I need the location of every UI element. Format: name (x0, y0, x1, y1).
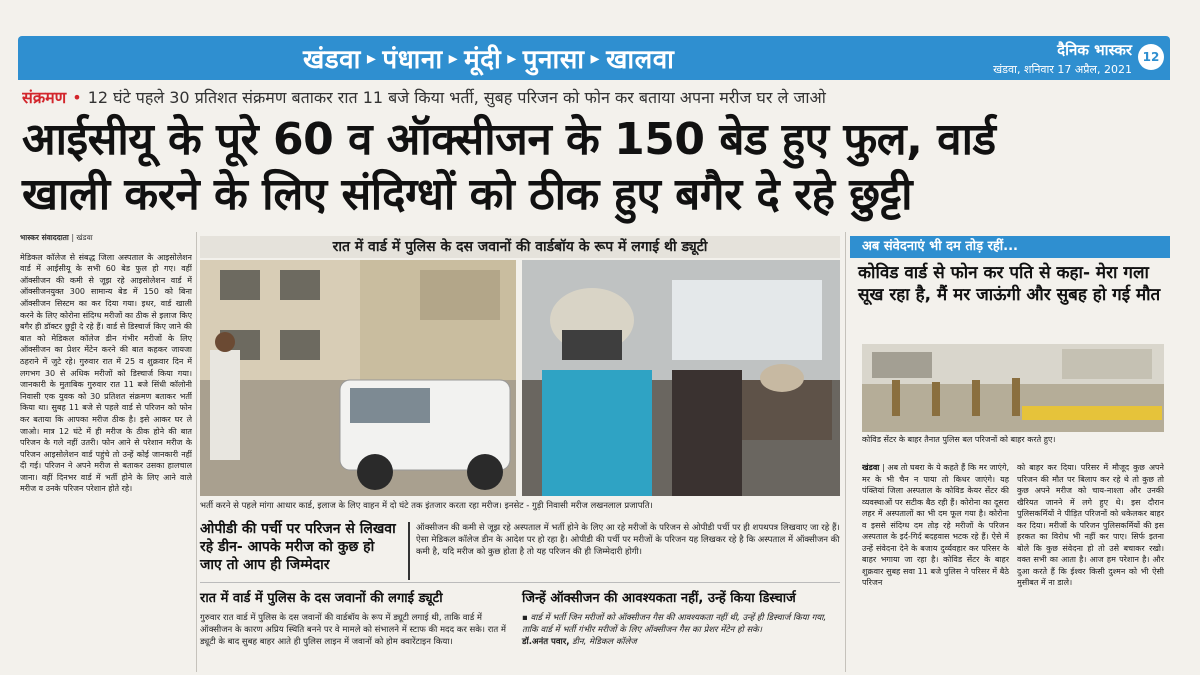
separator-arrow-icon: ▸ (507, 47, 517, 69)
opd-slip-heading: ओपीडी की पर्ची पर परिजन से लिखवा रहे डीन- आपके मरीज को कुछ हो जाए तो आप ही जिम्मेदार (200, 521, 396, 573)
headline-line-2: खाली करने के लिए संदिग्धों को ठीक हुए बगैर दे रहे छुट्टी (22, 169, 913, 220)
covid-center-illustration (862, 344, 1164, 432)
right-story-col-2: को बाहर कर दिया। परिसर में मौजूद कुछ अपने परिजन की मौत पर बिलाप कर रहे थे तो कुछ तो कुछ अपने मरीज को चाय-नाश्ता और उनकी खैरियत जानने में लगे हुए थे। इस दौरान पुलिसकर्मियों ने पीड़ित परिजनों को धकेलकर बाहर कर दिया। मरीजों के परिजन पुलिसकर्मियों की इस हरकत का विरोध भी नहीं कर पाए। सिर्फ इतना बोले कि कुछ संवेदना हो तो उसे बचाकर रखो। वक्त सभी का आता है। आज हम परेशान है। और दुआ करते हैं कि ईश्वर किसी दुश्मन को भी ऐसी मुसीबत में ना डाले। (1017, 463, 1164, 587)
separator-arrow-icon: ▸ (366, 47, 377, 69)
paper-name: दैनिक भास्कर (1057, 41, 1132, 59)
byline (20, 232, 192, 244)
bullet-icon: • (72, 88, 82, 107)
patient-in-car-photo (522, 260, 840, 496)
city-name: पुनासा (522, 45, 585, 75)
city-name: खंडवा (303, 45, 361, 75)
kicker-line (22, 86, 1172, 112)
quote-attribution-role: डीन, मेडिकल कॉलेज (572, 637, 637, 647)
quote-attribution-name: डॉ.अनंत पवार, (522, 637, 570, 647)
horizontal-divider (200, 582, 840, 583)
page-number-badge: 12 (1138, 44, 1164, 70)
patient-car-illustration (522, 260, 840, 496)
masthead-info (993, 40, 1132, 77)
folio-band (18, 36, 1170, 80)
hospital-car-illustration (200, 260, 516, 496)
byline-place: | खंडवा (71, 233, 93, 242)
headline-line-1: आईसीयू के पूरे 60 व ऑक्सीजन के 150 बेड हुए फुल, वार्ड (22, 114, 996, 165)
city-name: मूंदी (464, 45, 502, 75)
photo-caption: भर्ती करने से पहले मांगा आधार कार्ड, इलाज के लिए वाहन में दो घंटे तक इंतजार करता रहा मरीज। इनसेट - गुड़ी निवासी मरीज लखनलाल प्रजापति। (200, 501, 653, 511)
column-divider (196, 232, 197, 672)
discharge-quote: वार्ड में भर्ती जिन मरीजों को ऑक्सीजन गैस की आवश्यकता नहीं थी, उन्हें ही डिस्चार्ज किया गया, ताकि वार्ड में भर्ती गंभीर मरीजों के लिए ऑक्सीजन गैस का प्रेशर मेंटेन हो सके। (522, 613, 827, 635)
right-col-1-text: | अब तो घबरा के ये कहते हैं कि मर जाएंगे, मर के भी चैन न पाया तो किधर जाएंगे। यह पंक्तियां जिला अस्पताल के कोविड केयर सेंटर की व्यवस्थाओं पर सटीक बैठ रही हैं। कोरोना का दूसरा लहर में अस्पतालों का भी दम फूल गया है। कोरोना व इससे संदिग्ध दम तोड़ रहे मरीजों के परिजन अस्पताल के इर्द-गिर्द बदहवास भटक रहे हैं। ऐसे में उन्हें संवेदना देने के बजाय दुर्व्यवहार कर परिसर के बाहर भगाया जा रहा है। कोविड सेंटर के बाहर शुक्रवार सुबह सवा 11 बजे पुलिस ने परिसर में बैठे परिजन (862, 463, 1009, 587)
opd-slip-body: ऑक्सीजन की कमी से जूझ रहे अस्पताल में भर्ती होने के लिए आ रहे मरीजों के परिजन से ओपीडी पर्ची पर ही शपथपत्र लिखवाए जा रहे हैं। ऐसा मेडिकल कॉलेज डीन के आदेश पर हो रहा है। ओपीडी की पर्ची पर मरीजों के परिजन यह लिखकर रहे है कि अस्पताल में ऑक्सीजन की कमी है, यदि मरीज को कुछ होता है तो यह परिजन की ही जिम्मेदारी होगी। (408, 522, 840, 580)
separator-arrow-icon: ▸ (448, 47, 459, 69)
kicker-tag: संक्रमण (22, 88, 67, 107)
right-photo-caption: कोविड सेंटर के बाहर तैनात पुलिस बल परिजनों को बाहर करते हुए। (862, 435, 1056, 444)
city-name: पंधाना (382, 45, 443, 75)
right-story-banner: अब संवेदनाएं भी दम तोड़ रहीं... (850, 236, 1170, 258)
covid-center-police-photo (862, 344, 1164, 432)
left-story-body: मेडिकल कॉलेज से संबद्ध जिला अस्पताल के आइसोलेशन वार्ड में आईसीयू के सभी 60 बेड फुल हो गए। वहीं ऑक्सीजन की कमी से जूझ रहे आइसोलेशन वार्ड में ऑक्सीजनयुक्त 300 सामान्य बेड में 150 को बिना ऑक्सीजन सिस्टम का कर दिया गया। इधर, वार्ड खाली करने के लिए कोरोना संदिग्ध मरीजों का ठीक से इलाज किए बगैर ही डॉक्टर छुट्टी दे रहे हैं। वार्ड से डिस्चार्ज किए जाने की बात को मेडिकल कॉलेज डीन गंभीर मरीजों के लिए ऑक्सीजन का प्रेशर मेंटेन करने की बात कहकर जायजा ठहराने में जुटे रहे। गुरुवार रात में 25 व शुक्रवार दिन में लगभग 30 से अधिक मरीजों को डिस्चार्ज किया गया। जानकारी के मुताबिक गुरुवार रात 11 बजे सिंधी कॉलोनी निवासी एक युवक को 30 प्रतिशत संक्रमण बताकर भर्ती किया था। सुबह 11 बजे से पहले वार्ड से परिजन को फोन कर बताया कि आपका मरीज ठीक है। इसे आकर घर ले जाओ। मात्र 12 घंटे में ही मरीज के ठीक होने की बात परिजन के गले नहीं उतरी। फोन आने से परेशान मरीज के परिजन आइसोलेशन वार्ड पहुंचे तो उन्हें कोई जानकारी नहीं दी गई। परिजन ने अपने मरीज से बताकर उसका हालचाल जाना। वहीं दिनभर वार्ड में भर्ती होने के लिए आने वाले मरीज व उनके परिजन परेशान होते रहे। (20, 252, 192, 494)
right-story-col-1 (862, 462, 1009, 672)
dateline-place: खंडवा (862, 463, 880, 472)
discharge-quote-block (522, 612, 840, 670)
main-headline (22, 112, 1172, 222)
right-story-heading: कोविड वार्ड से फोन कर पति से कहा- मेरा गला सूख रहा है, मैं मर जाऊंगी और सुबह हो गई मौत (858, 263, 1161, 305)
separator-arrow-icon: ▸ (590, 47, 601, 69)
kicker-text: 12 घंटे पहले 30 प्रतिशत संक्रमण बताकर रात 11 बजे किया भर्ती, सुबह परिजन को फोन कर बताया अपना मरीज घर ले जाओ (87, 88, 826, 107)
police-duty-heading: रात में वार्ड में पुलिस के दस जवानों की लगाई ड्यूटी (200, 591, 443, 606)
edition-date: खंडवा, शनिवार 17 अप्रैल, 2021 (993, 63, 1132, 76)
left-story-column (20, 232, 192, 668)
bullet-icon: ▪ (522, 613, 531, 623)
hospital-car-photo (200, 260, 516, 496)
photo-story-heading: रात में वार्ड में पुलिस के दस जवानों की वार्डबॉय के रूप में लगाई थी ड्यूटी (200, 236, 840, 258)
edition-cities (303, 40, 674, 76)
right-story-columns (862, 462, 1164, 672)
discharge-heading: जिन्हें ऑक्सीजन की आवश्यकता नहीं, उन्हें किया डिस्चार्ज (522, 591, 796, 606)
police-duty-body: गुरुवार रात वार्ड में पुलिस के दस जवानों की वार्डबॉय के रूप में ड्यूटी लगाई थी, ताकि वार्ड में ऑक्सीजन के कारण अप्रिय स्थिति बनने पर वे मामले को संभालने में स्टाफ की मदद कर सके। रात में ड्यूटी के बाद सुबह बाहर आते ही पुलिस लाइन में जवानों को होम क्वारेंटाइन किया। (200, 613, 507, 647)
column-divider (845, 232, 846, 672)
city-name: खालवा (606, 45, 675, 75)
byline-name: भास्कर संवाददाता (20, 233, 69, 242)
